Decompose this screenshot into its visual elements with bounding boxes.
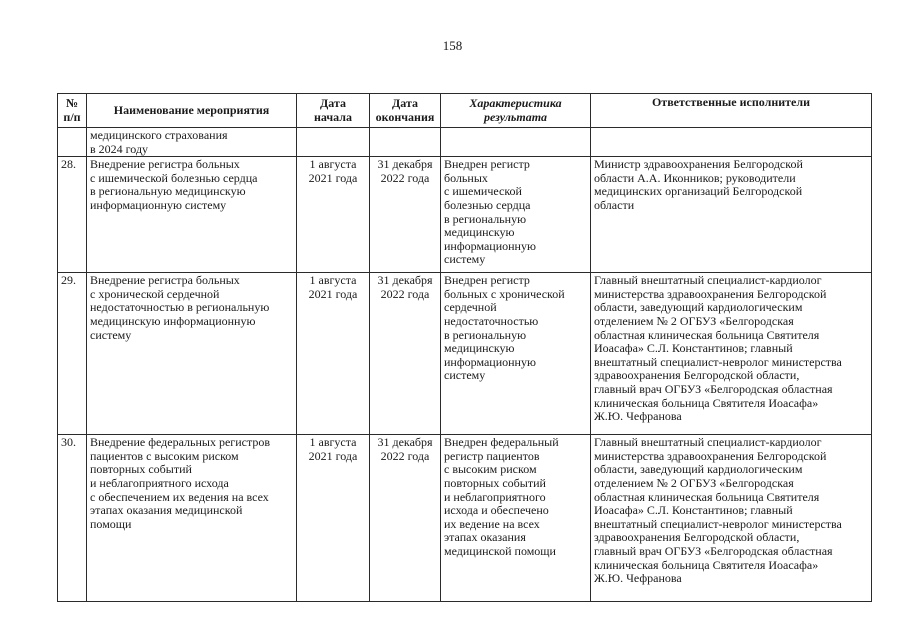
activities-table bbox=[57, 93, 872, 602]
cell-result: Внедрен регистр больных с хронической сердечной недостаточностью в региональную медицинскую информационную систему bbox=[441, 273, 591, 435]
cell-name: медицинского страхования в 2024 году bbox=[87, 128, 297, 157]
page-number: 158 bbox=[442, 38, 463, 53]
cell-name: Внедрение федеральных регистров пациентов с высоким риском повторных событий и неблагоприятного исхода с обеспечением их ведения на всех этапах оказания медицинской помощи bbox=[87, 435, 297, 602]
cell-end: 31 декабря 2022 года bbox=[370, 157, 441, 273]
cell-end: 31 декабря 2022 года bbox=[370, 435, 441, 602]
table-header-row bbox=[58, 94, 872, 128]
header-num: № п/п bbox=[58, 94, 87, 128]
cell-num: 30. bbox=[58, 435, 87, 602]
cell-start: 1 августа 2021 года bbox=[297, 435, 370, 602]
header-name: Наименование мероприятия bbox=[87, 94, 297, 128]
cell-num: 28. bbox=[58, 157, 87, 273]
table-row bbox=[58, 157, 872, 273]
cell-result: Внедрен федеральный регистр пациентов с высоким риском повторных событий и неблагоприятного исхода и обеспечено их ведение на всех этапах оказания медицинской помощи bbox=[441, 435, 591, 602]
cell-num: 29. bbox=[58, 273, 87, 435]
cell-responsible: Главный внештатный специалист-кардиолог министерства здравоохранения Белгородской области, заведующий кардиологическим отделением № 2 ОГБУЗ «Белгородская областная клиническая больница Святителя Иоасафа» С.Л. Константинов; главный внештатный специалист-невролог министерства здравоохранения Белгородской области, главный врач ОГБУЗ «Белгородская областная клиническая больница Святителя Иоасафа» Ж.Ю. Чефранова bbox=[591, 435, 872, 602]
table-row-continuation bbox=[58, 128, 872, 157]
header-end-date: Дата окончания bbox=[370, 94, 441, 128]
cell-end bbox=[370, 128, 441, 157]
cell-name: Внедрение регистра больных с ишемической болезнью сердца в региональную медицинскую информационную систему bbox=[87, 157, 297, 273]
cell-result bbox=[441, 128, 591, 157]
cell-name: Внедрение регистра больных с хронической сердечной недостаточностью в региональную медицинскую информационную систему bbox=[87, 273, 297, 435]
cell-start: 1 августа 2021 года bbox=[297, 273, 370, 435]
header-responsible: Ответственные исполнители bbox=[591, 94, 872, 128]
cell-responsible: Главный внештатный специалист-кардиолог министерства здравоохранения Белгородской области, заведующий кардиологическим отделением № 2 ОГБУЗ «Белгородская областная клиническая больница Святителя Иоасафа» С.Л. Константинов; главный внештатный специалист-невролог министерства здравоохранения Белгородской области, главный врач ОГБУЗ «Белгородская областная клиническая больница Святителя Иоасафа» Ж.Ю. Чефранова bbox=[591, 273, 872, 435]
cell-responsible: Министр здравоохранения Белгородской области А.А. Иконников; руководители медицинских организаций Белгородской области bbox=[591, 157, 872, 273]
cell-end: 31 декабря 2022 года bbox=[370, 273, 441, 435]
header-result: Характеристика результата bbox=[441, 94, 591, 128]
cell-start bbox=[297, 128, 370, 157]
cell-num bbox=[58, 128, 87, 157]
table-row bbox=[58, 435, 872, 602]
cell-result: Внедрен регистр больных с ишемической болезнью сердца в региональную медицинскую информационную систему bbox=[441, 157, 591, 273]
header-start-date: Дата начала bbox=[297, 94, 370, 128]
cell-start: 1 августа 2021 года bbox=[297, 157, 370, 273]
cell-responsible bbox=[591, 128, 872, 157]
table-row bbox=[58, 273, 872, 435]
